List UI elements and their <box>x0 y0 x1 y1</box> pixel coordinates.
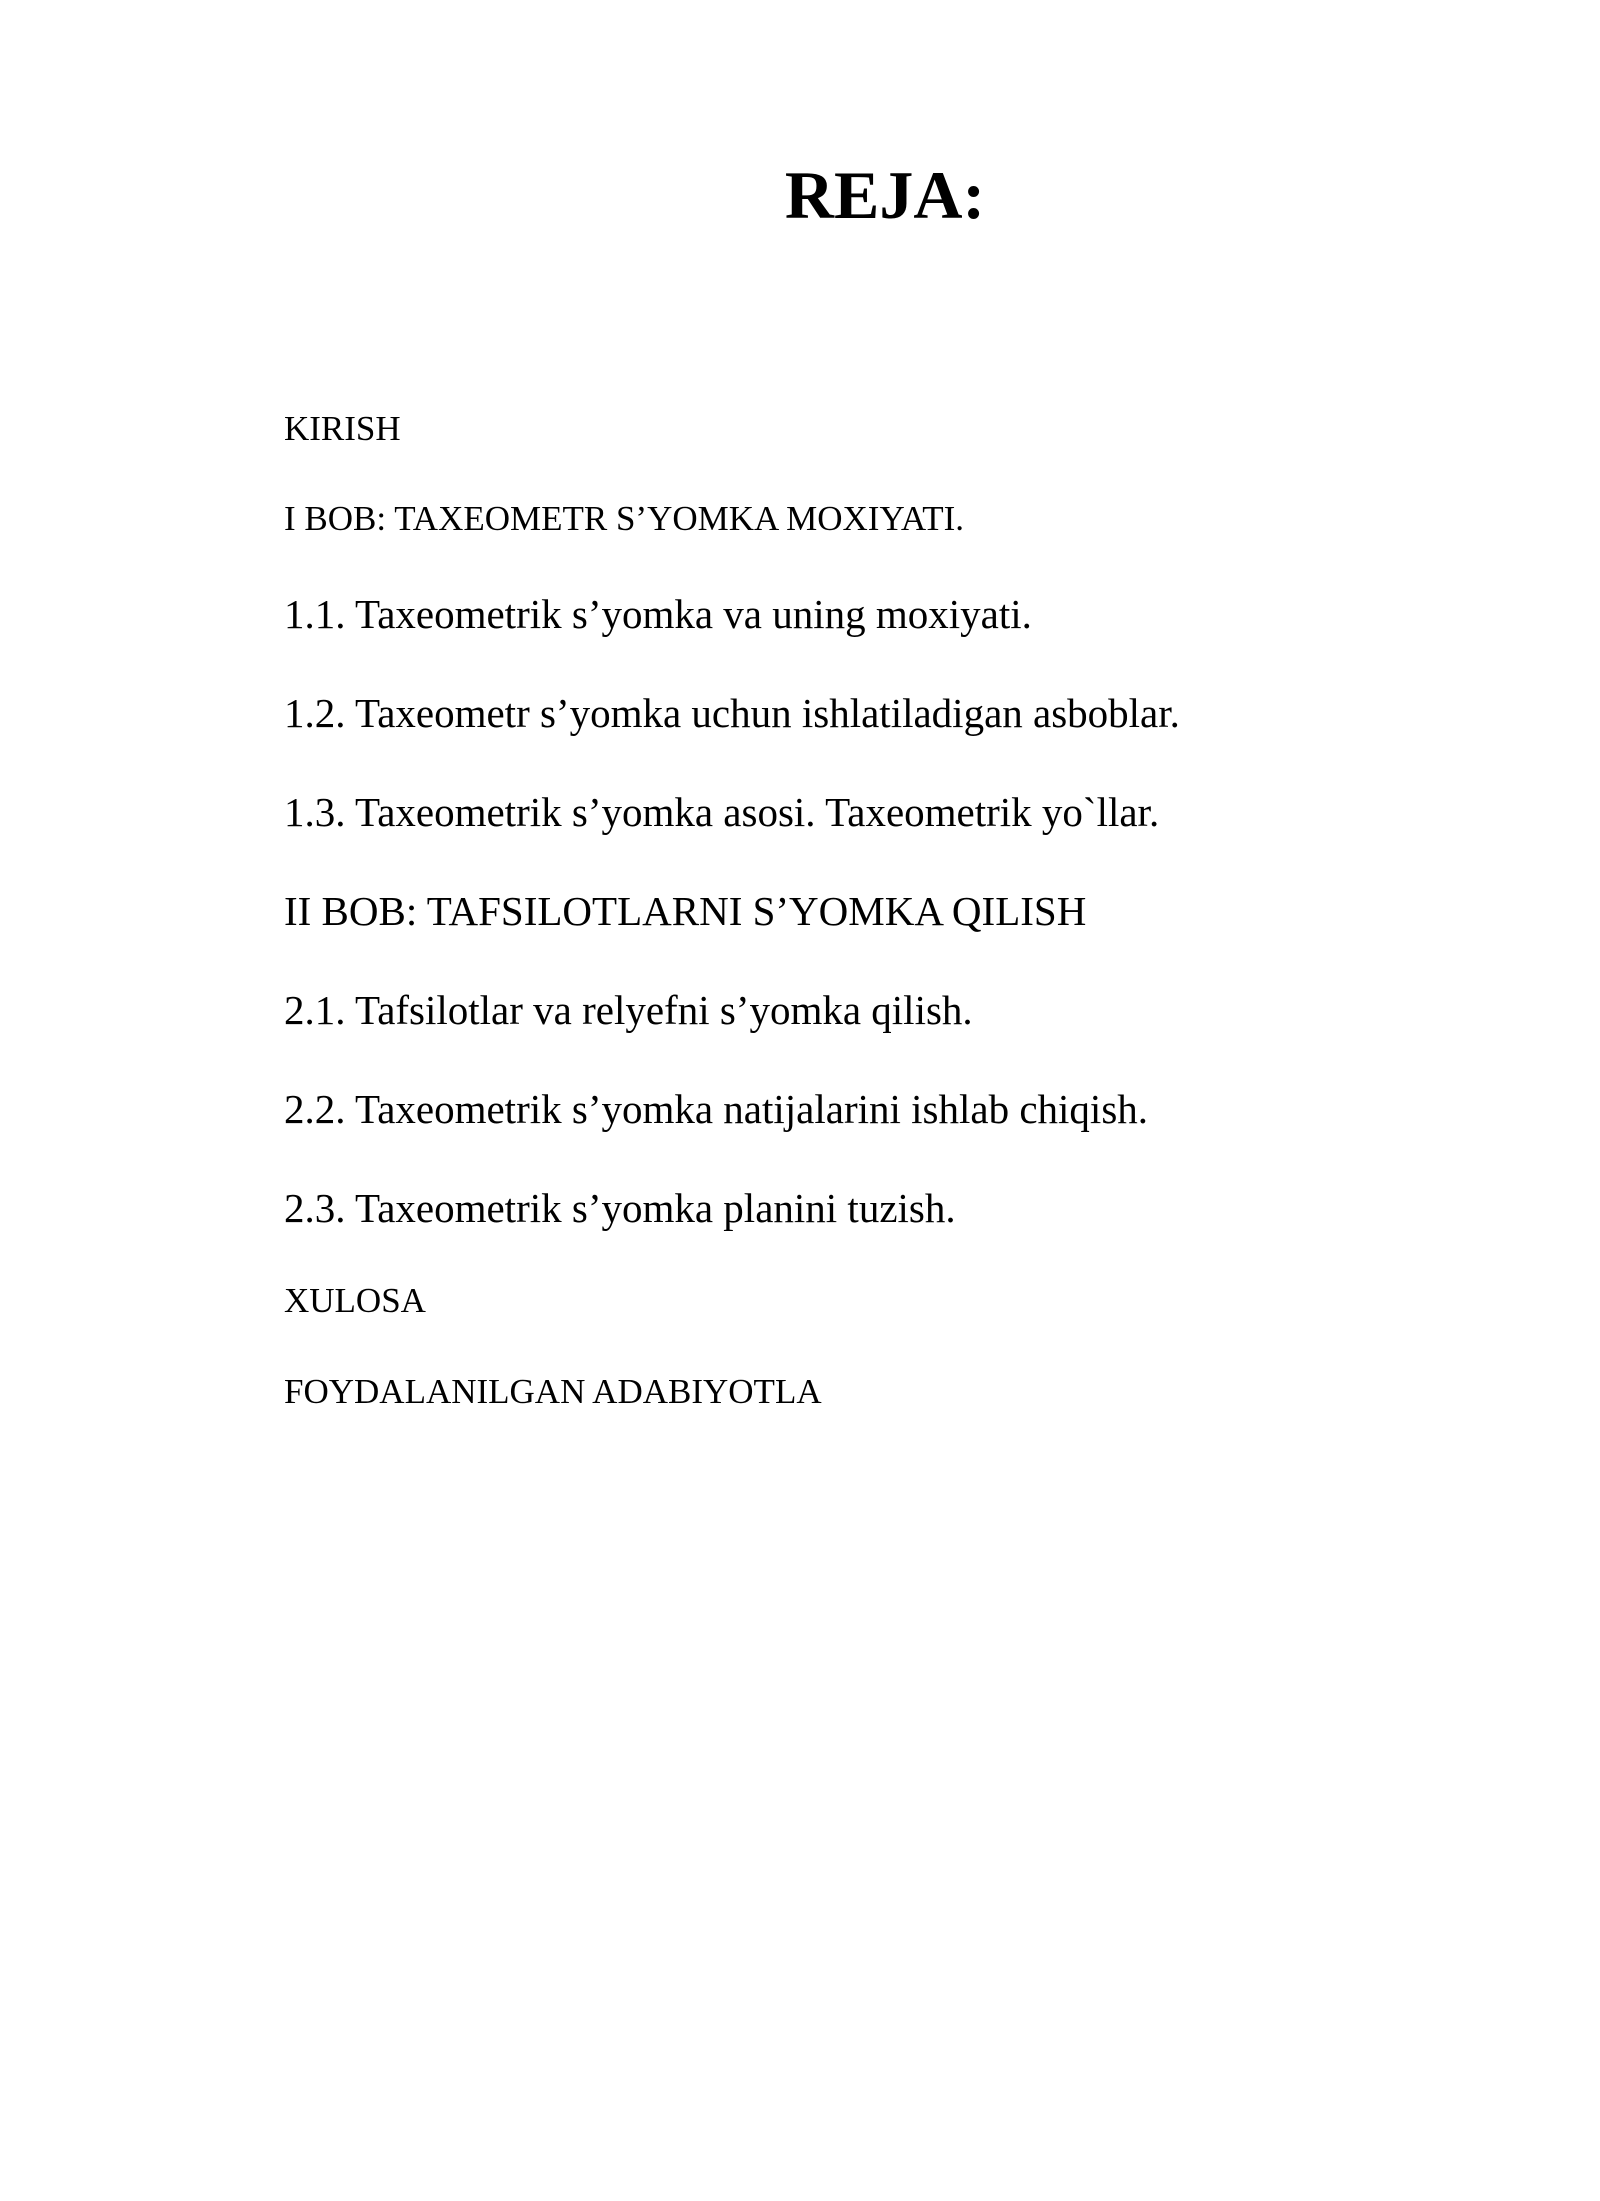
toc-item-1-3: 1.3. Taxeometrik s’yomka asosi. Taxeometrik yo`llar. <box>284 789 1160 835</box>
toc-item-chapter-1: I BOB: TAXEOMETR S’YOMKA MOXIYATI. <box>284 499 965 538</box>
toc-item-2-1: 2.1. Tafsilotlar va relyefni s’yomka qilish. <box>284 987 973 1033</box>
toc-item-kirish: KIRISH <box>284 409 401 448</box>
toc-item-chapter-2: II BOB: TAFSILOTLARNI S’YOMKA QILISH <box>284 888 1087 934</box>
toc-item-2-2: 2.2. Taxeometrik s’yomka natijalarini ishlab chiqish. <box>284 1086 1149 1132</box>
toc-item-xulosa: XULOSA <box>284 1281 426 1320</box>
page-title: REJA: <box>784 157 986 233</box>
toc-item-1-1: 1.1. Taxeometrik s’yomka va uning moxiyati. <box>284 591 1032 637</box>
toc-item-2-3: 2.3. Taxeometrik s’yomka planini tuzish. <box>284 1185 956 1231</box>
toc-item-references: FOYDALANILGAN ADABIYOTLA <box>284 1372 822 1411</box>
toc-item-1-2: 1.2. Taxeometr s’yomka uchun ishlatiladigan asboblar. <box>284 690 1180 736</box>
